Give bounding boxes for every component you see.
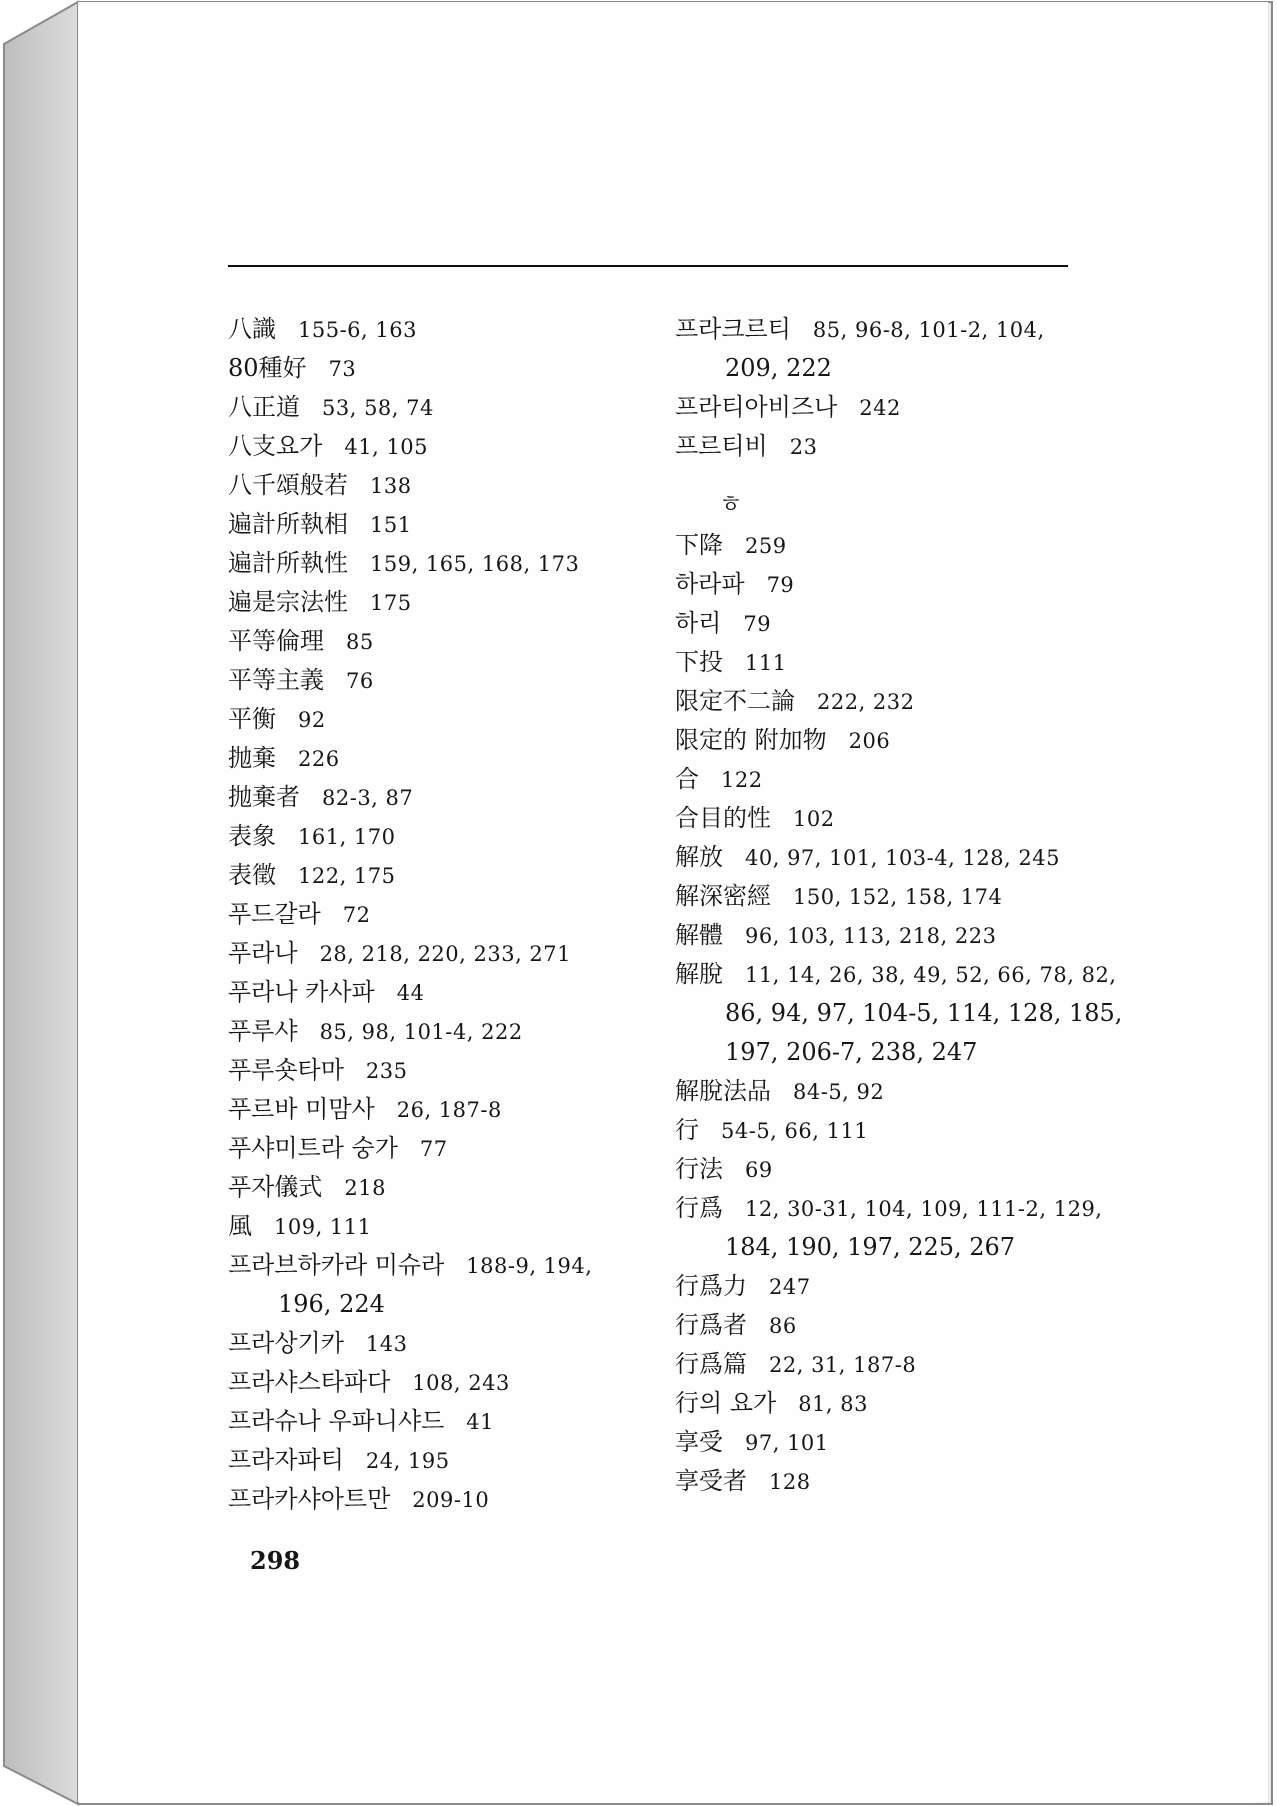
index-page-refs: 84-5, 92 [793,1080,885,1104]
index-page-refs: 184, 190, 197, 225, 267 [725,1233,1016,1261]
index-page-refs: 102 [793,807,835,831]
index-page-refs: 79 [743,612,772,636]
index-term: 프라카샤아트만 [228,1485,391,1513]
index-term: 行爲力 [675,1272,747,1300]
index-entry-continuation [675,349,1122,388]
index-page-refs: 175 [370,591,412,615]
index-term: 表象 [228,822,276,850]
index-page-refs: 111 [745,651,787,675]
section-heading: ㅎ [719,490,743,518]
index-term: 行의 요가 [675,1389,777,1417]
index-entry [228,973,592,1012]
index-entry [675,1267,1122,1306]
index-page-refs: 209, 222 [725,354,832,382]
index-page-refs: 40, 97, 101, 103-4, 128, 245 [745,846,1060,870]
index-term: 行爲篇 [675,1350,747,1378]
index-term: 푸르바 미맘사 [228,1095,375,1123]
index-page-refs: 11, 14, 26, 38, 49, 52, 66, 78, 82, [745,963,1117,987]
index-entry [228,505,592,544]
index-entry-continuation [228,1285,592,1324]
index-term: 平衡 [228,705,276,733]
index-entry [675,1072,1122,1111]
index-entry [228,817,592,856]
index-entry [228,700,592,739]
index-term: 푸자儀式 [228,1173,323,1201]
index-term: 合目的性 [675,804,771,832]
index-entry [228,1207,592,1246]
index-term: 平等倫理 [228,627,324,655]
index-term: 表徵 [228,861,276,889]
index-page-refs: 155-6, 163 [298,318,417,342]
index-entry [675,1462,1122,1501]
index-group-hieut [675,526,1122,1501]
index-term: 푸루숏타마 [228,1056,344,1084]
index-page-refs: 69 [745,1158,773,1182]
index-page-refs: 23 [789,435,818,459]
index-term: 合 [675,765,699,793]
index-page-refs: 41 [466,1410,495,1434]
index-term: 八千頌般若 [228,471,348,499]
index-term: 遍是宗法性 [228,588,348,616]
index-entry [228,934,592,973]
index-entry [675,565,1122,604]
index-term: 푸루샤 [228,1017,298,1045]
index-term: 風 [228,1212,252,1240]
index-entry [228,388,592,427]
index-term: 八識 [228,315,276,343]
index-entry [675,388,1122,427]
index-page-refs: 82-3, 87 [322,786,414,810]
index-page-refs: 76 [346,669,374,693]
index-term: 프라슈나 우파니샤드 [228,1407,445,1435]
index-entry [228,1051,592,1090]
index-entry [675,838,1122,877]
index-page-refs: 247 [769,1275,811,1299]
index-page-refs: 92 [298,708,326,732]
index-page-refs: 97, 101 [745,1431,829,1455]
index-entry [228,778,592,817]
index-term: 八正道 [228,393,300,421]
index-page-refs: 28, 218, 220, 233, 271 [319,942,572,966]
index-page-refs: 122, 175 [298,864,396,888]
index-term: 프라브하카라 미슈라 [228,1251,445,1279]
index-term: 푸샤미트라 숭가 [228,1134,398,1162]
index-term: 抛棄者 [228,783,300,811]
index-group-top [675,310,1122,466]
index-entry [228,1168,592,1207]
index-page-refs: 53, 58, 74 [322,396,434,420]
index-entry [228,1480,592,1519]
index-term: 프라샤스타파다 [228,1368,391,1396]
index-entry [228,466,592,505]
index-page-refs: 196, 224 [278,1290,385,1318]
index-term: 行 [675,1116,699,1144]
header-rule [228,265,1068,267]
index-entry [675,955,1122,994]
index-page-refs: 188-9, 194, [466,1254,593,1278]
index-term: 平等主義 [228,666,324,694]
index-page-refs: 235 [365,1059,408,1083]
index-term: 下降 [675,531,723,559]
index-entry [228,544,592,583]
index-page-refs: 73 [328,357,357,381]
index-term: 프라크르티 [675,315,791,343]
index-page-refs: 159, 165, 168, 173 [370,552,580,576]
index-entry [228,1441,592,1480]
index-page-refs: 218 [344,1176,386,1200]
index-term: 行爲者 [675,1311,747,1339]
index-page-refs: 85 [346,630,374,654]
index-page-refs: 222, 232 [817,690,915,714]
index-entry [675,643,1122,682]
index-page-refs: 109, 111 [274,1215,372,1239]
index-page-refs: 22, 31, 187-8 [769,1353,917,1377]
index-term: 解脫法品 [675,1077,771,1105]
index-term: 프르티비 [675,432,768,460]
index-term: 하리 [675,609,722,637]
index-page-refs: 86, 94, 97, 104-5, 114, 128, 185, [725,999,1123,1027]
index-term: 프라티아비즈나 [675,393,838,421]
page-number: 298 [250,1546,301,1575]
index-page-refs: 143 [365,1332,408,1356]
index-term: 遍計所執相 [228,510,348,538]
index-page-refs: 81, 83 [798,1392,868,1416]
index-term: 하라파 [675,570,745,598]
index-page-refs: 206 [848,729,891,753]
index-page-refs: 26, 187-8 [396,1098,502,1122]
index-page-refs: 79 [766,573,795,597]
index-page-refs: 85, 98, 101-4, 222 [319,1020,523,1044]
index-term: 八支요가 [228,432,323,460]
index-term: 80種好 [228,354,307,382]
index-page-refs: 161, 170 [298,825,396,849]
index-entry [228,583,592,622]
index-term: 下投 [675,648,723,676]
index-page-refs: 108, 243 [412,1371,510,1395]
index-entry-continuation [675,1228,1122,1267]
index-column-right [675,310,1122,1501]
index-term: 限定的 附加物 [675,726,827,754]
index-term: 프라자파티 [228,1446,344,1474]
index-entry [228,739,592,778]
index-entry [675,526,1122,565]
index-page-refs: 24, 195 [365,1449,450,1473]
index-entry [675,1345,1122,1384]
index-entry [228,1324,592,1363]
index-entry [675,877,1122,916]
index-page-refs: 86 [769,1314,797,1338]
index-page-refs: 12, 30-31, 104, 109, 111-2, 129, [745,1197,1103,1221]
index-term: 解脫 [675,960,723,988]
index-entry-continuation [675,994,1122,1033]
index-page-refs: 77 [419,1137,448,1161]
index-entry [228,895,592,934]
index-term: 푸라나 [228,939,298,967]
index-entry [675,1306,1122,1345]
index-entry [675,1189,1122,1228]
index-term: 解放 [675,843,723,871]
index-entry [675,721,1122,760]
index-entry [675,1384,1122,1423]
index-entry [675,310,1122,349]
index-entry [228,1402,592,1441]
index-term: 抛棄 [228,744,276,772]
index-entry [675,427,1122,466]
index-entry [675,1111,1122,1150]
index-term: 行爲 [675,1194,723,1222]
index-term: 享受者 [675,1467,747,1495]
index-page-refs: 128 [769,1470,811,1494]
index-entry [675,799,1122,838]
index-term: 푸라나 카사파 [228,978,375,1006]
index-term: 푸드갈라 [228,900,321,928]
index-page-refs: 197, 206-7, 238, 247 [725,1038,978,1066]
index-term: 遍計所執性 [228,549,348,577]
index-page-refs: 44 [396,981,425,1005]
index-page-refs: 122 [721,768,763,792]
index-entry [228,1129,592,1168]
index-entry [675,682,1122,721]
index-entry [228,856,592,895]
index-term: 解體 [675,921,723,949]
index-entry [228,349,592,388]
index-entry [228,1012,592,1051]
index-entry [675,760,1122,799]
index-page-refs: 54-5, 66, 111 [721,1119,869,1143]
index-entry [228,1090,592,1129]
index-entry-continuation [675,1033,1122,1072]
index-column-left [228,310,592,1519]
index-term: 行法 [675,1155,723,1183]
index-term: 프라상기카 [228,1329,344,1357]
index-page-refs: 259 [745,534,787,558]
index-term: 享受 [675,1428,723,1456]
index-entry [228,1246,592,1285]
index-entry [675,916,1122,955]
index-entry [675,1150,1122,1189]
index-page-refs: 41, 105 [344,435,429,459]
index-page-refs: 85, 96-8, 101-2, 104, [812,318,1045,342]
index-entry [675,604,1122,643]
index-term: 限定不二論 [675,687,795,715]
index-page-refs: 226 [298,747,340,771]
index-page-refs: 150, 152, 158, 174 [793,885,1003,909]
index-entry [228,661,592,700]
index-entry [675,1423,1122,1462]
index-page-refs: 209-10 [412,1488,490,1512]
index-page-refs: 242 [859,396,901,420]
index-entry [228,427,592,466]
index-entry [228,622,592,661]
index-term: 解深密經 [675,882,771,910]
index-entry [228,1363,592,1402]
index-page-refs: 138 [370,474,412,498]
index-page-refs: 151 [370,513,412,537]
index-page-refs: 72 [342,903,371,927]
index-page-refs: 96, 103, 113, 218, 223 [745,924,997,948]
index-entry [228,310,592,349]
